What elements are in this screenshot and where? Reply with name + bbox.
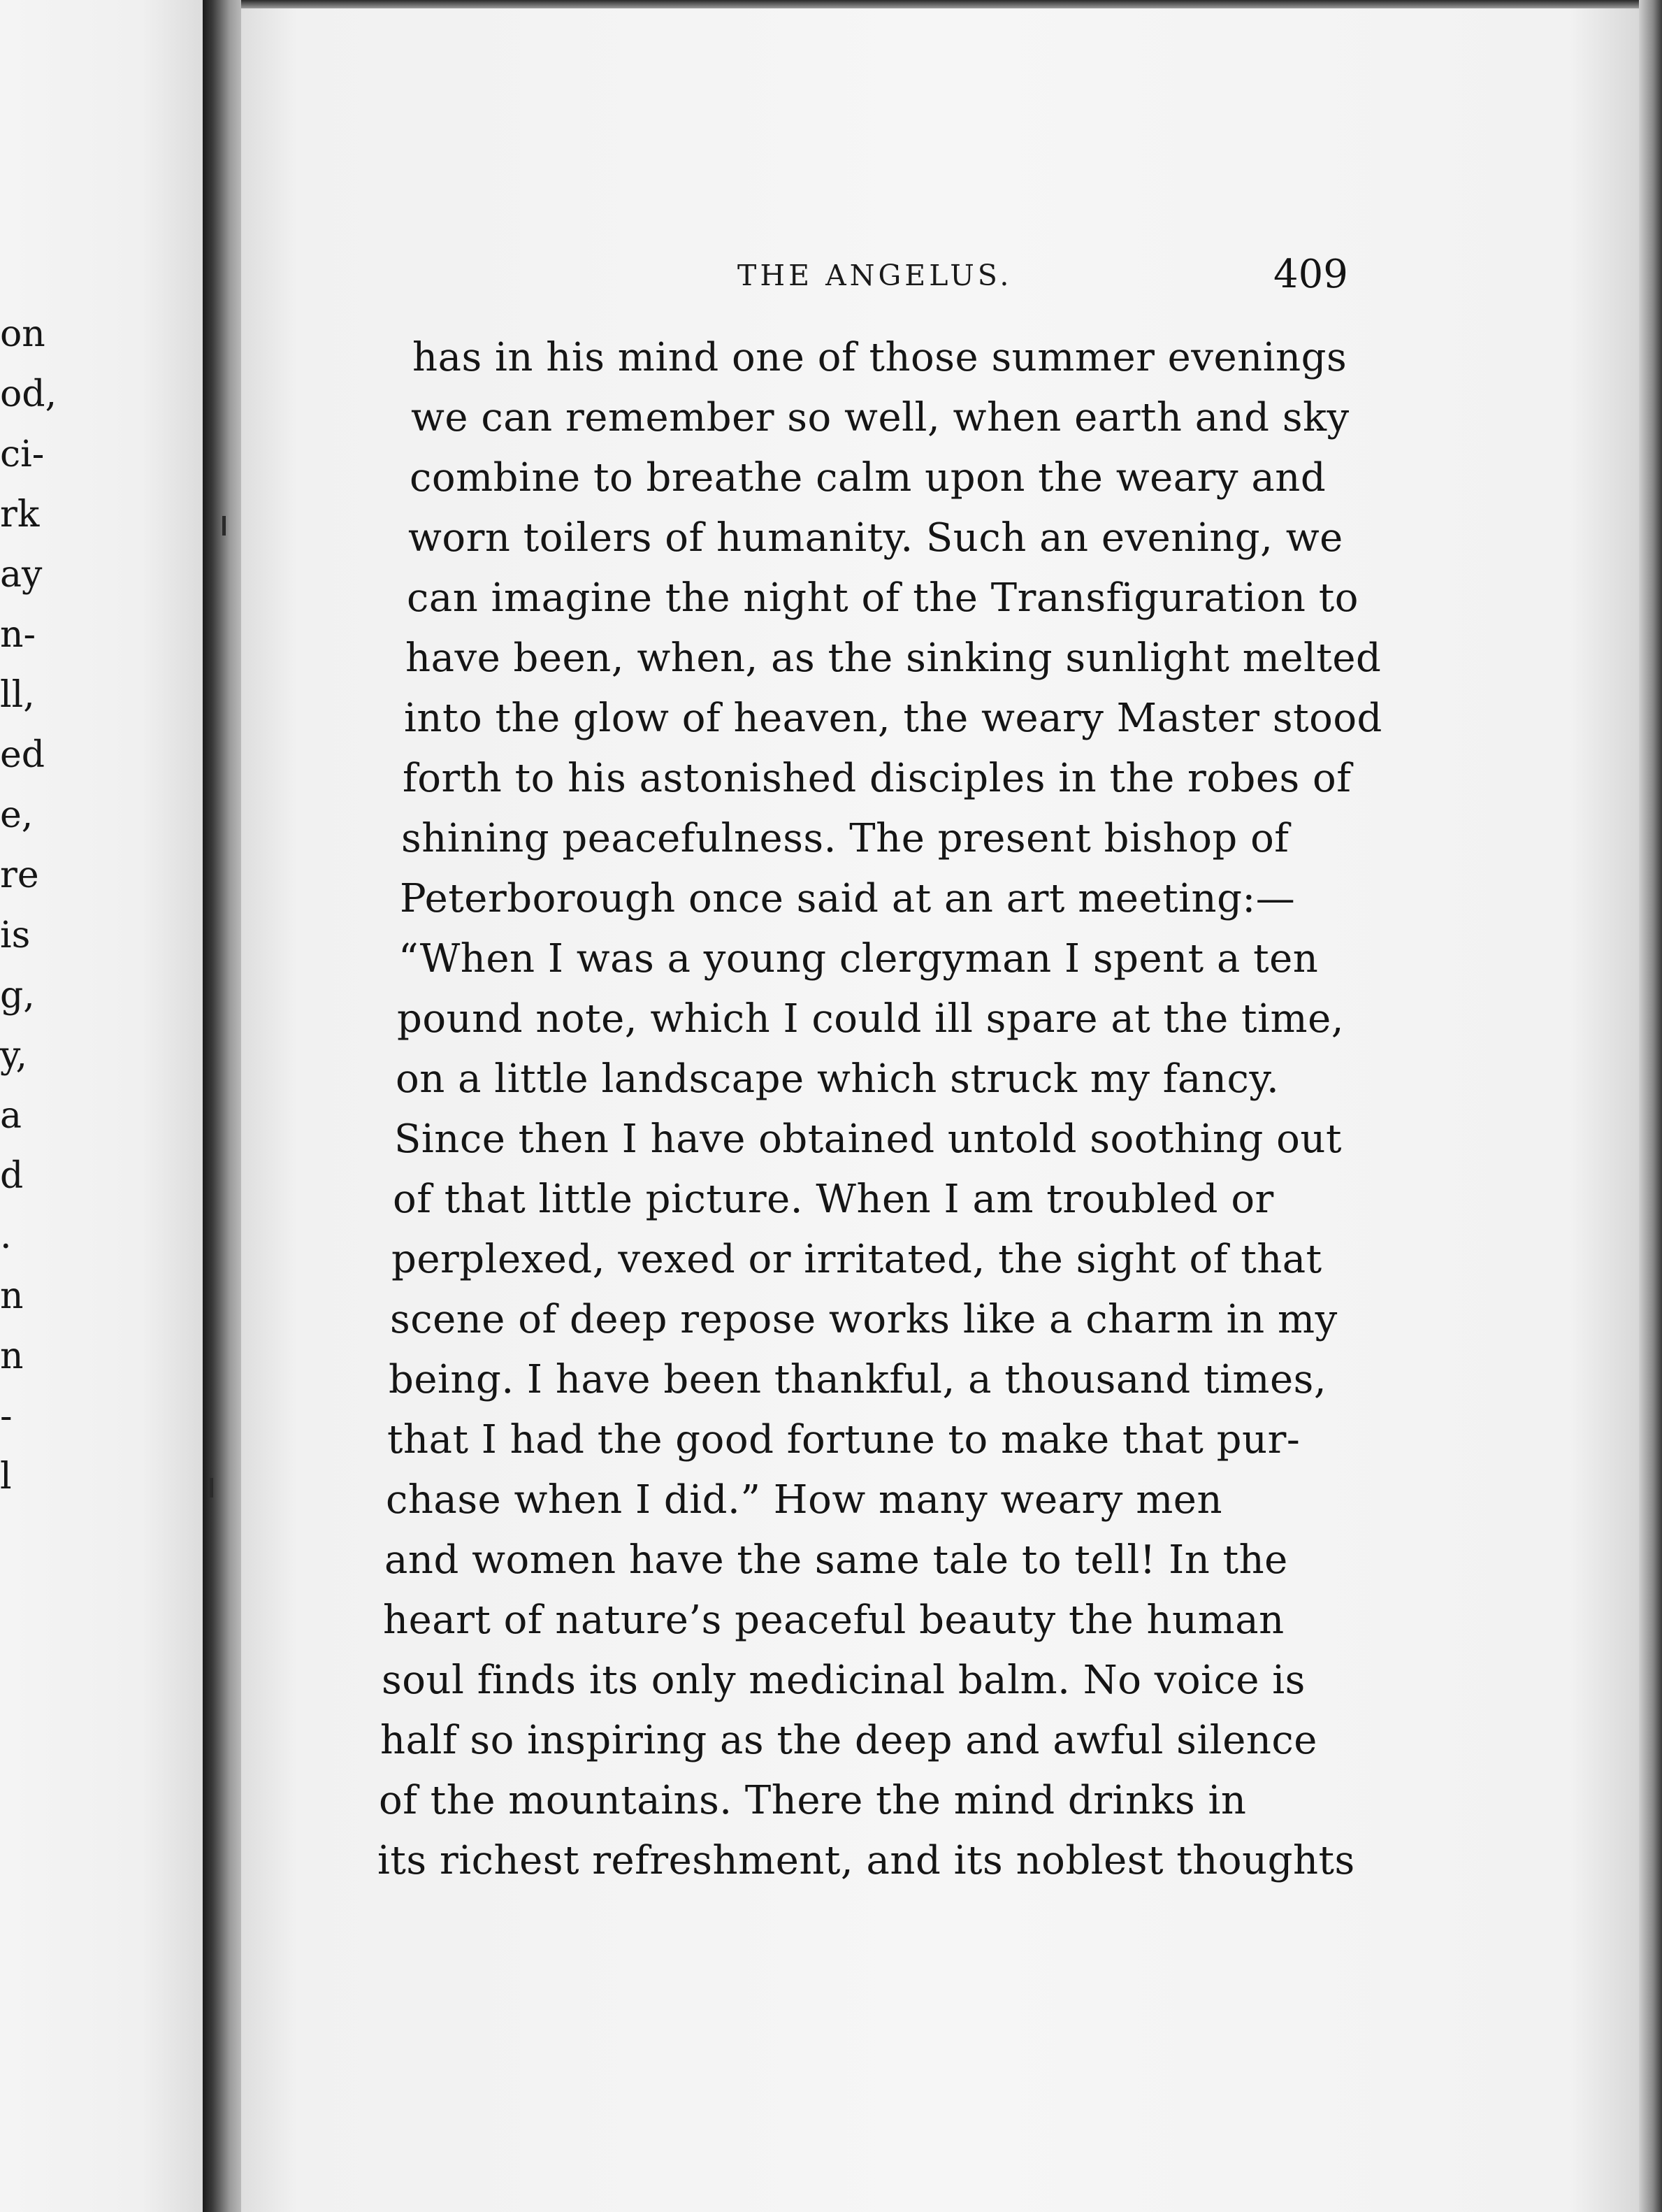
left-page-fragment: e, — [0, 794, 34, 836]
text-line: on a little landscape which struck my fancy. — [396, 1056, 1280, 1102]
text-line: perplexed, vexed or irritated, the sight of that — [391, 1237, 1322, 1282]
text-line: shining peacefulness. The present bishop of — [401, 816, 1289, 861]
text-line: scene of deep repose works like a charm in my — [390, 1297, 1338, 1342]
left-page-fragment: y, — [0, 1035, 27, 1077]
page-number: 409 — [1273, 252, 1348, 297]
text-line: pound note, which I could ill spare at the time, — [397, 996, 1345, 1042]
scan-mark — [210, 1478, 213, 1498]
left-page-fragment: on — [0, 313, 45, 355]
left-page-fragment: n — [0, 1335, 24, 1377]
previous-page — [0, 0, 203, 2212]
text-line: half so inspiring as the deep and awful silence — [380, 1718, 1317, 1763]
left-page-fragment: is — [0, 914, 31, 956]
text-line: Peterborough once said at an art meeting:— — [400, 876, 1296, 921]
running-head: THE ANGELUS. — [737, 259, 1013, 292]
text-line: has in his mind one of those summer evenings — [412, 335, 1347, 380]
text-line: of the mountains. There the mind drinks in — [379, 1778, 1247, 1823]
text-line: and women have the same tale to tell! In the — [384, 1537, 1288, 1583]
text-line: that I had the good fortune to make that pur- — [387, 1417, 1301, 1463]
left-page-fragment: ci- — [0, 433, 45, 475]
left-page-fragment: rk — [0, 494, 40, 536]
left-page-fragment: ay — [0, 554, 43, 596]
left-page-fragment: n — [0, 1275, 24, 1317]
left-page-fragment: ed — [0, 734, 45, 776]
left-page-fragment: d — [0, 1155, 24, 1197]
page-right-edge — [1639, 0, 1662, 2212]
text-line: have been, when, as the sinking sunlight melted — [405, 635, 1382, 681]
text-line: into the glow of heaven, the weary Master stood — [404, 696, 1382, 741]
text-line: of that little picture. When I am troubled or — [393, 1177, 1274, 1222]
left-page-fragment: . — [0, 1215, 12, 1257]
left-page-fragment: g, — [0, 975, 35, 1017]
text-line: worn toilers of humanity. Such an evening, we — [408, 515, 1343, 561]
text-line: “When I was a young clergyman I spent a ten — [398, 936, 1319, 982]
left-page-fragment: - — [0, 1395, 13, 1437]
text-line: its richest refreshment, and its noblest thoughts — [377, 1838, 1355, 1883]
text-line: being. I have been thankful, a thousand times, — [389, 1357, 1327, 1402]
text-line: soul finds its only medicinal balm. No voice is — [382, 1658, 1306, 1703]
page-top-edge — [241, 0, 1662, 8]
left-page-fragment: n- — [0, 614, 36, 656]
text-line: heart of nature’s peaceful beauty the human — [383, 1597, 1285, 1643]
left-page-fragment: a — [0, 1095, 22, 1137]
text-line: forth to his astonished disciples in the robes of — [403, 756, 1352, 801]
text-line: we can remember so well, when earth and sky — [411, 395, 1350, 440]
left-page-fragment: re — [0, 854, 39, 896]
scan-mark — [222, 516, 226, 536]
left-page-fragment: ll, — [0, 674, 35, 716]
text-line: can imagine the night of the Transfiguration to — [407, 575, 1359, 621]
left-page-fragment: od, — [0, 373, 57, 415]
text-line: Since then I have obtained untold soothing out — [394, 1116, 1342, 1162]
left-page-fragment: l — [0, 1456, 12, 1498]
text-line: chase when I did.” How many weary men — [386, 1477, 1223, 1523]
text-line: combine to breathe calm upon the weary and — [410, 455, 1327, 501]
